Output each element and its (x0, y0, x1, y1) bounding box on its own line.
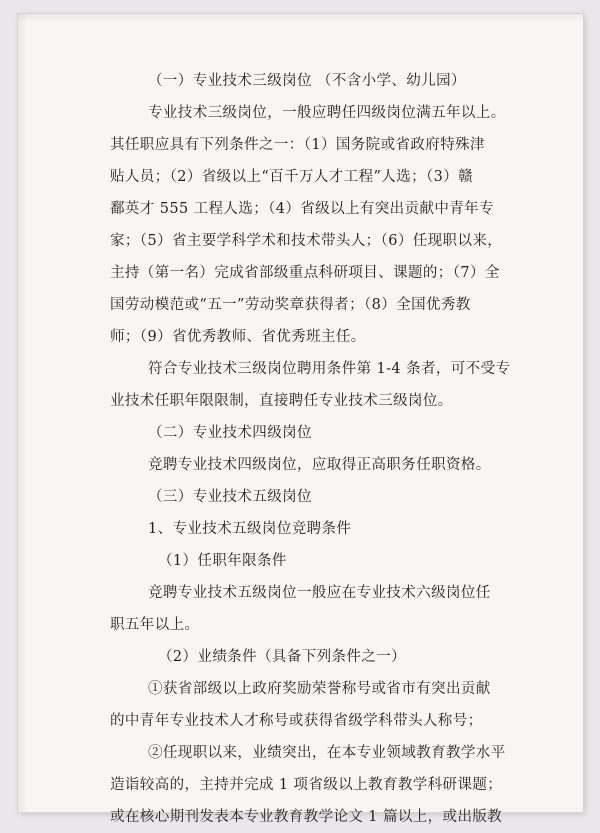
doc-line-12: （二）专业技术四级岗位 (148, 425, 312, 441)
doc-line-8: 国劳动模范或“五一”劳动奖章获得者；（8）全国优秀教 (110, 297, 471, 313)
doc-line-13: 竞聘专业技术四级岗位，应取得正高职务任职资格。 (148, 457, 491, 473)
doc-line-21: 的中青年专业技术人才称号或获得省级学科带头人称号； (110, 713, 483, 729)
doc-line-15: 1、专业技术五级岗位竞聘条件 (148, 521, 352, 537)
page-left-shadow (18, 14, 28, 812)
document-body (110, 65, 552, 833)
doc-line-24: 或在核心期刊发表本专业教育教学论文 1 篇以上，或出版教 (110, 809, 503, 825)
doc-line-23: 造诣较高的，主持并完成 1 项省级以上教育教学科研课题； (110, 777, 503, 793)
page-top-shadow (18, 14, 583, 22)
doc-line-17: 竞聘专业技术五级岗位一般应在专业技术六级岗位任 (148, 585, 491, 601)
doc-line-5: 鄱英才 555 工程人选；（4）省级以上有突出贡献中青年专 (110, 201, 494, 217)
doc-line-3: 其任职应具有下列条件之一：（1）国务院或省政府特殊津 (110, 137, 485, 153)
doc-line-1: （一）专业技术三级岗位 （不含小学、幼儿园） (148, 73, 466, 89)
doc-line-18: 职五年以上。 (110, 617, 200, 633)
document-page (18, 14, 583, 825)
doc-line-10: 符合专业技术三级岗位聘用条件第 1-4 条者，可不受专 (148, 361, 511, 377)
doc-line-6: 家；（5）省主要学科学术和技术带头人；（6）任现职以来， (110, 233, 503, 249)
doc-line-4: 贴人员；（2）省级以上“百千万人才工程”人选；（3）赣 (110, 169, 474, 185)
doc-line-7: 主持（第一名）完成省部级重点科研项目、课题的；（7）全 (110, 265, 500, 281)
doc-line-19: （2）业绩条件（具备下列条件之一） (158, 649, 407, 665)
doc-line-2: 专业技术三级岗位，一般应聘任四级岗位满五年以上。 (148, 105, 506, 121)
doc-line-16: （1）任职年限条件 (158, 553, 287, 569)
doc-line-9: 师；（9）省优秀教师、省优秀班主任。 (110, 329, 366, 345)
doc-line-11: 业技术任职年限限制，直接聘任专业技术三级岗位。 (110, 393, 453, 409)
doc-line-20: ①获省部级以上政府奖励荣誉称号或省市有突出贡献 (148, 681, 491, 697)
doc-line-14: （三）专业技术五级岗位 (148, 489, 312, 505)
doc-line-22: ②任现职以来，业绩突出，在本专业领域教育教学水平 (148, 745, 506, 761)
